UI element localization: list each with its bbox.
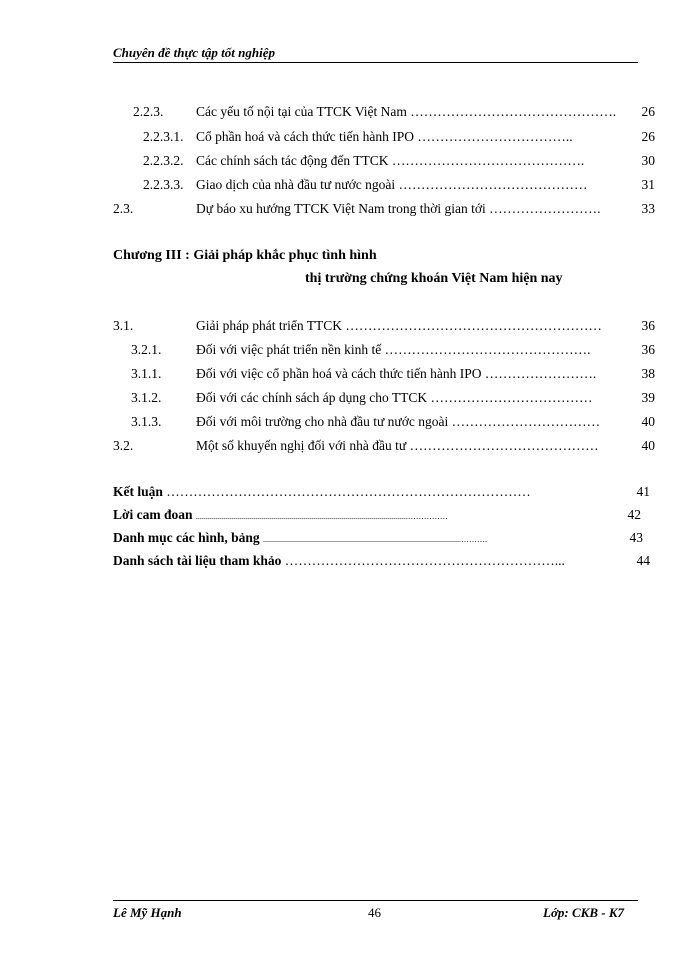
toc-title: Cổ phần hoá và cách thức tiến hành IPO [196,129,415,144]
toc-page: 41 [636,484,650,499]
page-header-title: Chuyên đề thực tập tốt nghiệp [113,45,275,60]
toc-page: 39 [641,390,655,405]
toc-title: Đối với việc cổ phần hoá và cách thức tiến hành IPO [196,366,482,381]
toc-title: Các yếu tố nội tại của TTCK Việt Nam [196,104,407,119]
toc-page: 38 [641,366,655,381]
toc-leader: …………………………… [451,414,601,429]
toc-number: 3.1.3. [131,414,162,429]
toc-title: Các chính sách tác động đến TTCK [196,153,389,168]
toc-number: 3.2.1. [131,342,162,357]
toc-leader: ……………………………………. [391,153,585,168]
toc-page: 31 [641,177,655,192]
toc-title: Một số khuyến nghị đối với nhà đầu tư [196,438,407,453]
toc-page: 43 [629,530,643,545]
toc-number: 3.1. [113,318,134,333]
toc-leader: …………………………………… [409,438,599,453]
toc-title: Lời cam đoan [113,507,193,522]
toc-title: Dự báo xu hướng TTCK Việt Nam trong thời gian tới [196,201,486,216]
toc-title: Đối với việc phát triển nền kinh tế [196,342,382,357]
toc-title: Kết luận [113,484,163,499]
toc-title: Đối với các chính sách áp dụng cho TTCK [196,390,428,405]
footer-author: Lê Mỹ Hạnh [113,905,182,920]
toc-leader: …………………………………… [398,177,588,192]
toc-leader: ………………………………………. [410,104,617,119]
toc-number: 3.2. [113,438,134,453]
toc-page: 26 [641,104,655,119]
toc-number: 2.2.3.3. [143,177,184,192]
toc-leader: ………………………………………………… [345,318,602,333]
footer-rule [113,900,638,901]
toc-leader: ...................................................................................................………. [263,535,488,544]
toc-page: 36 [641,318,655,333]
toc-number: 3.1.2. [131,390,162,405]
toc-page: 40 [641,438,655,453]
toc-number: 3.1.1. [131,366,162,381]
toc-leader: ……………………. [484,366,597,381]
toc-leader: ……………………………………………………... [284,553,565,568]
toc-page: 30 [641,153,655,168]
toc-title: Danh sách tài liệu tham khảo [113,553,282,568]
toc-number: 2.3. [113,201,134,216]
toc-leader: ………………………………………. [384,342,591,357]
chapter-heading-line1: Chương III : Giải pháp khắc phục tình hình [113,248,377,263]
toc-title: Giải pháp phát triển TTCK [196,318,342,333]
toc-page: 33 [641,201,655,216]
toc-leader: …………………………….. [417,129,573,144]
toc-number: 2.2.3.1. [143,129,184,144]
toc-number: 2.2.3.2. [143,153,184,168]
footer-class: Lớp: CKB - K7 [543,905,625,920]
toc-page: 40 [641,414,655,429]
header-rule [113,62,638,63]
toc-leader: ……………………. [489,201,601,216]
chapter-heading-line2: thị trường chứng khoán Việt Nam hiện nay [305,271,563,286]
toc-number: 2.2.3. [133,104,164,119]
toc-leader: ……………………………… [430,390,593,405]
toc-page: 44 [636,553,650,568]
toc-title: Danh mục các hình, bảng [113,530,260,545]
toc-page: 36 [641,342,655,357]
toc-page: 26 [641,129,655,144]
toc-page: 42 [627,507,641,522]
toc-leader: ..........................................................................................................…………… [195,512,448,521]
toc-title: Giao dịch của nhà đầu tư nước ngoài [196,177,396,192]
toc-title: Đối với môi trường cho nhà đầu tư nước ngoài [196,414,449,429]
toc-leader: ……………………………………………………………………… [166,484,531,499]
footer-page-number: 46 [368,905,381,920]
